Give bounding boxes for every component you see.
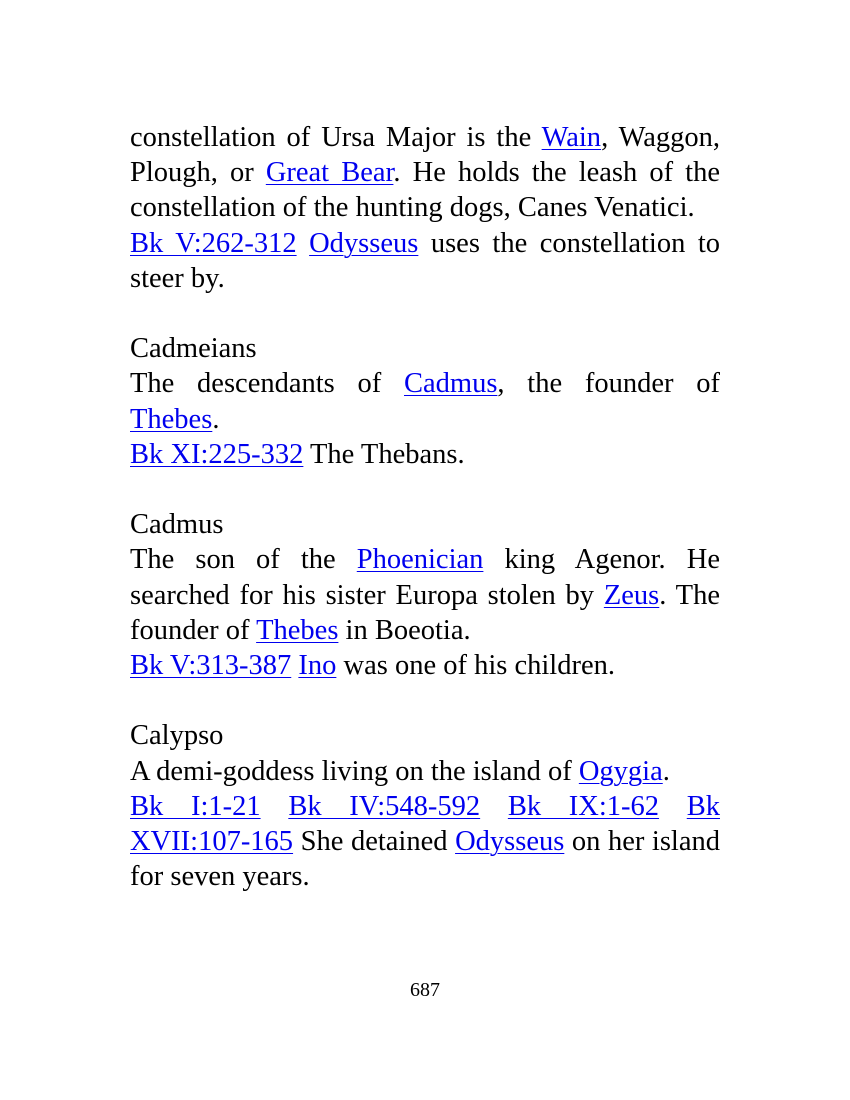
link-bk-i-1-21[interactable]: Bk I:1-21 [130, 790, 261, 822]
paragraph [130, 754, 720, 789]
link-odysseus[interactable]: Odysseus [309, 227, 419, 259]
link-bk-v-313-387[interactable]: Bk V:313-387 [130, 650, 292, 682]
link-zeus[interactable]: Zeus [603, 579, 660, 611]
paragraph [130, 226, 720, 296]
link-cadmus[interactable]: Cadmus [404, 368, 498, 400]
text-run: uses the constellation to steer by. [130, 227, 720, 294]
text-run [261, 791, 289, 822]
paragraph [130, 648, 720, 683]
link-thebes[interactable]: Thebes [130, 403, 213, 435]
text-run: The descendants of [130, 368, 404, 400]
link-wain[interactable]: Wain [541, 122, 602, 153]
paragraph [130, 437, 720, 472]
text-run: A demi-goddess living on the island of [130, 755, 579, 787]
text-run: Cadmus [130, 509, 224, 541]
blank-line [130, 683, 720, 718]
text-run: The son of the [130, 544, 357, 576]
text-run: . [662, 755, 670, 787]
text-run: . He holds the leash of the constellation of the hunting dogs, Canes Venatici. [130, 157, 720, 224]
text-run [659, 791, 687, 822]
link-bk-xvii-107-165[interactable]: Bk XVII:107-165 [130, 790, 720, 858]
link-odysseus[interactable]: Odysseus [455, 826, 565, 858]
paragraph [130, 718, 720, 753]
paragraph [130, 331, 720, 366]
link-ino[interactable]: Ino [298, 650, 337, 682]
paragraph [130, 366, 720, 436]
text-run: was one of his children. [336, 650, 615, 682]
text-run: She detained [293, 826, 456, 858]
link-bk-v-262-312[interactable]: Bk V:262-312 [130, 227, 297, 259]
text-run: , Waggon, Plough, or [130, 122, 720, 189]
text-run [297, 228, 309, 259]
link-bk-iv-548-592[interactable]: Bk IV:548-592 [288, 790, 481, 822]
link-phoenician[interactable]: Phoenician [356, 544, 484, 576]
page-number: 687 [410, 979, 440, 1001]
link-ogygia[interactable]: Ogygia [578, 755, 663, 787]
text-run: , the founder of [497, 368, 720, 400]
paragraph [130, 120, 720, 226]
text-run: on her island for seven years. [130, 826, 720, 893]
text-run: . [212, 403, 220, 435]
text-run: . The founder of [130, 579, 720, 646]
page-body [130, 120, 720, 894]
paragraph [130, 542, 720, 648]
paragraph [130, 789, 720, 895]
blank-line [130, 472, 720, 507]
text-run: king Agenor. He searched for his sister Europa stolen by [130, 544, 720, 611]
link-thebes[interactable]: Thebes [256, 614, 339, 646]
text-run: constellation of Ursa Major is the [130, 122, 542, 153]
link-bk-ix-1-62[interactable]: Bk IX:1-62 [507, 790, 660, 822]
text-run: in Boeotia. [338, 614, 471, 646]
link-bk-xi-225-332[interactable]: Bk XI:225-332 [130, 438, 304, 470]
text-run: The Thebans. [303, 438, 465, 470]
blank-line [130, 296, 720, 331]
text-run: Calypso [130, 720, 224, 752]
link-great-bear[interactable]: Great Bear [265, 157, 394, 189]
paragraph [130, 507, 720, 542]
text-run: Cadmeians [130, 333, 257, 365]
text-run [480, 791, 508, 822]
